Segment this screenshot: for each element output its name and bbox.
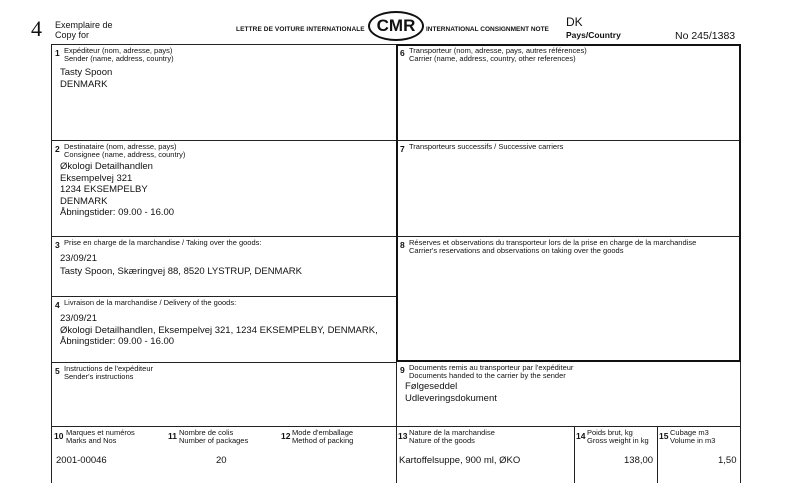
box-delivery [51,296,397,362]
documents-line: Følgeseddel [405,381,458,392]
delivery-value [60,313,378,348]
consignee-line: Økologi Detailhandlen [60,161,153,172]
documents-value [405,381,497,405]
box-number: 5 [55,366,60,376]
consignee-value [60,161,174,219]
goods-divider [574,426,575,483]
cmr-logo [368,11,424,41]
goods-col-label: Nature de la marchandise Nature of the goods [409,428,495,445]
gross-weight-value: 138,00 [624,455,654,466]
box-carrier-reservations [397,236,740,361]
goods-col-label: Nombre de colis Number of packages [179,428,249,445]
delivery-line: 23/09/21 [60,313,97,324]
copy-label-en: Copy for [55,30,90,40]
consignee-line: 1234 EKSEMPELBY [60,184,148,195]
box-number: 3 [55,240,60,250]
goods-nature-value: Kartoffelsuppe, 900 ml, ØKO [399,455,521,466]
goods-col-number: 14 [576,431,586,441]
box-label: Transporteur (nom, adresse, pays, autres références) Carrier (name, address, country, other references) [409,46,587,63]
documents-line: Udleveringsdokument [405,393,497,404]
box-label: Transporteurs successifs / Successive carriers [409,142,564,151]
sender-value [60,67,112,90]
international-note-title: INTERNATIONAL CONSIGNMENT NOTE [426,26,549,33]
taking-over-line: 23/09/21 [60,253,97,264]
cmr-logo-text: CMR [376,16,416,35]
goods-col-label: Cubage m3 Volume in m3 [670,428,716,445]
consignee-line: DENMARK [60,195,108,207]
packages-value: 20 [216,455,227,466]
box-number: 9 [400,365,405,375]
box-label: Expéditeur (nom, adresse, pays) Sender (name, address, country) [64,46,174,63]
document-number: No 245/1383 [675,30,736,42]
goods-col-label: Mode d'emballage Method of packing [292,428,354,445]
marks-value: 2001-00046 [56,455,107,466]
box-label: Livraison de la marchandise / Delivery of the goods: [64,298,237,307]
box-label: Documents remis au transporteur par l'expéditeur Documents handed to the carrier by the sender [409,363,574,380]
goods-col-label: Poids brut, kg Gross weight in kg [587,428,649,445]
goods-col-number: 13 [398,431,408,441]
goods-divider [396,426,397,483]
copy-number: 4 [31,16,42,41]
box-label: Destinataire (nom, adresse, pays) Consignee (name, address, country) [64,142,186,159]
consignee-line: Åbningstider: 09.00 - 16.00 [60,207,175,218]
box-taking-over [51,236,397,296]
goods-col-label: Marques et numéros Marks and Nos [66,428,135,445]
goods-col-number: 12 [281,431,291,441]
box-label: Prise en charge de la marchandise / Taking over the goods: [64,238,262,247]
box-number: 1 [55,48,60,58]
box-number: 7 [400,144,405,154]
delivery-line: Åbningstider: 09.00 - 16.00 [60,336,175,347]
box-carrier [397,45,740,141]
box-number: 6 [400,48,405,58]
country-code: DK [566,15,583,29]
box-sender-instructions [51,362,397,426]
box-successive-carriers [397,140,740,236]
sender-line: Tasty Spoon [60,67,113,78]
goods-col-number: 15 [659,431,669,441]
taking-over-value [60,252,302,278]
goods-col-number: 11 [168,431,177,441]
country-label: Pays/Country [566,30,621,40]
box-number: 8 [400,240,405,250]
box-documents [396,362,741,426]
box-label: Instructions de l'expéditeur Sender's instructions [64,364,153,381]
goods-divider [657,426,658,483]
box-sender [51,44,397,140]
lettre-de-voiture-title: LETTRE DE VOITURE INTERNATIONALE [236,26,365,33]
delivery-line: Økologi Detailhandlen, Eksempelvej 321, 1234 EKSEMPELBY, DENMARK, [60,324,378,336]
volume-value: 1,50 [718,455,737,466]
consignee-line: Eksempelvej 321 [60,172,133,184]
box-label: Réserves et observations du transporteur lors de la prise en charge de la marchandise Carrier's reservations and observations on taking over the goods [409,238,697,255]
copy-label-fr: Exemplaire de [55,20,113,30]
box-number: 4 [55,300,60,310]
box-number: 2 [55,144,60,154]
sender-line: DENMARK [60,78,108,90]
goods-col-number: 10 [54,431,64,441]
taking-over-line: Tasty Spoon, Skæringvej 88, 8520 LYSTRUP, DENMARK [60,266,303,277]
box-consignee [51,140,397,236]
